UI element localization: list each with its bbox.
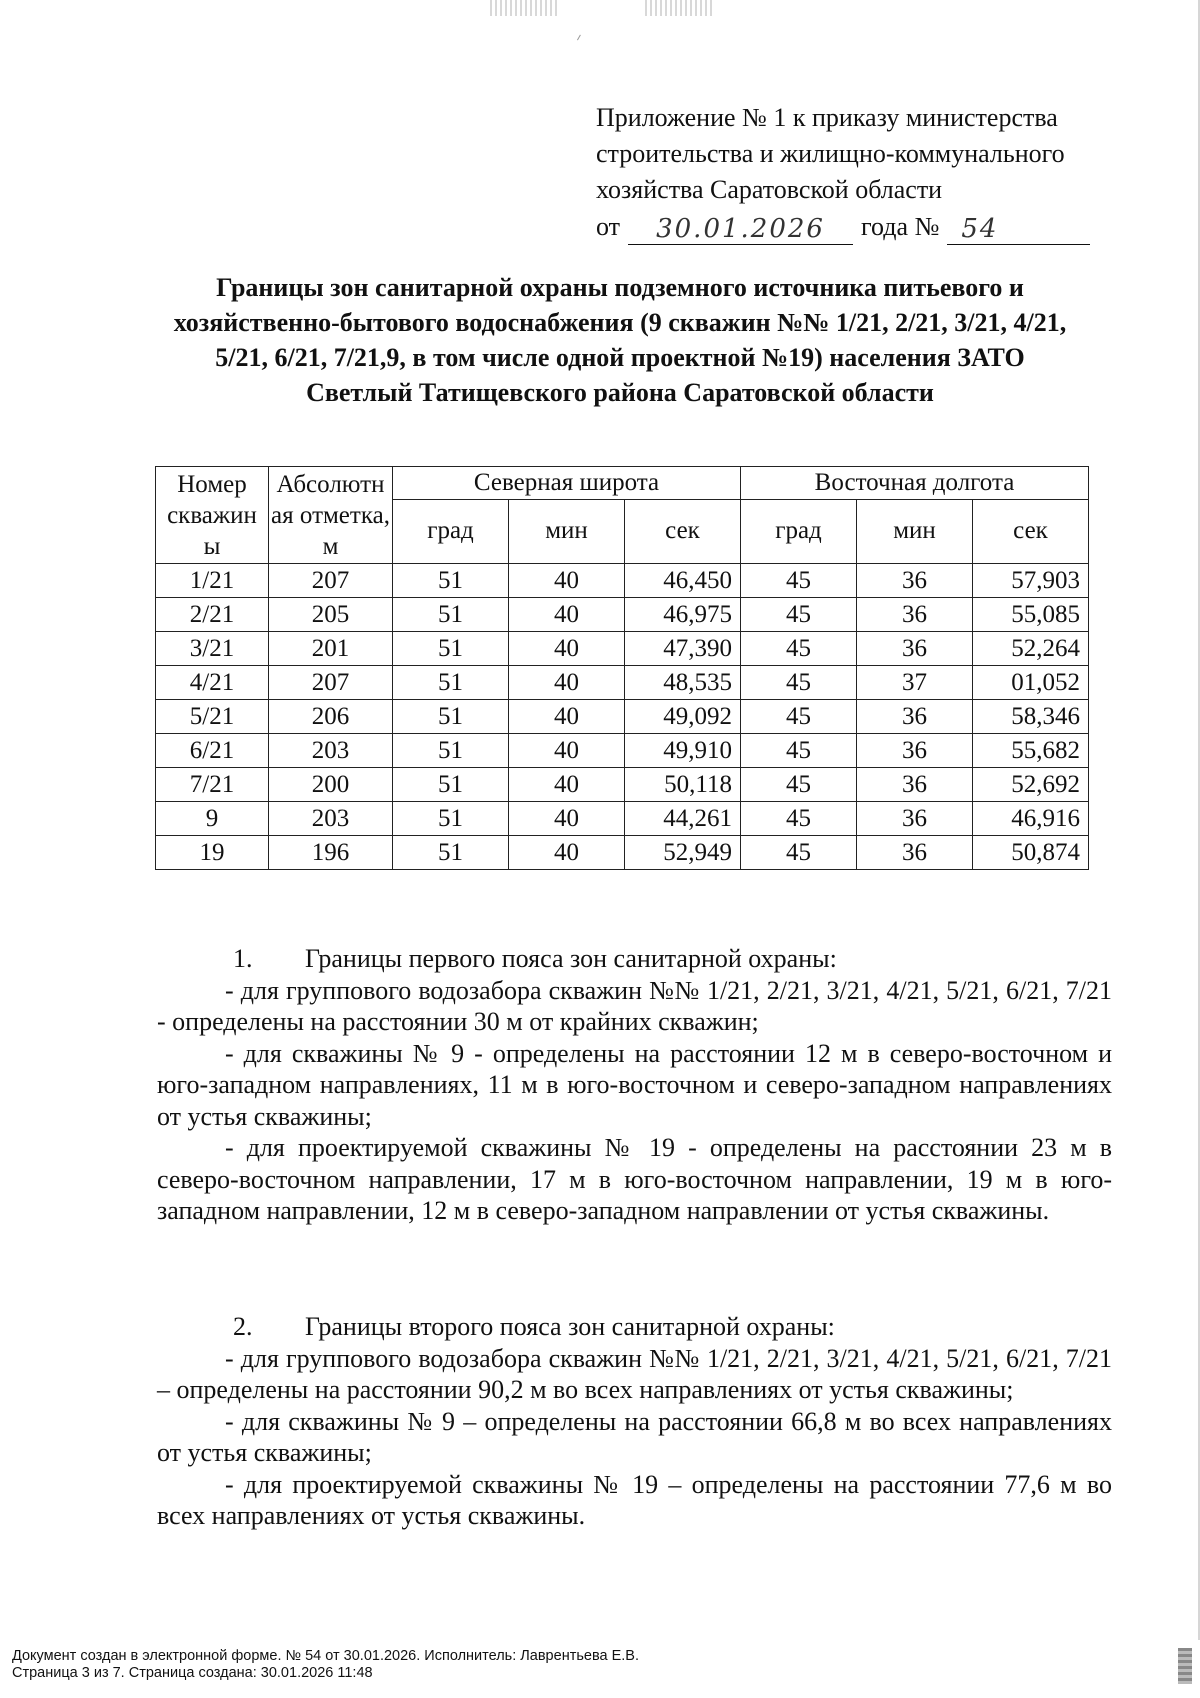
cell-elevation: 205 [269,598,393,632]
footer-line: Страница 3 из 7. Страница создана: 30.01.2026 11:48 [12,1665,373,1681]
cell-lon-min: 36 [857,768,973,802]
section-number: 1. [233,944,253,973]
cell-lon-sec: 55,085 [973,598,1089,632]
paragraph: - для проектируемой скважины № 19 – определены на расстоянии 77,6 м во всех направлениях от устья скважины. [157,1469,1112,1530]
cell-lat-sec: 48,535 [625,666,741,700]
cell-lon-min: 36 [857,700,973,734]
table-row [156,700,1089,734]
cell-elevation: 207 [269,564,393,598]
cell-lat-sec: 46,450 [625,564,741,598]
cell-lon-deg: 45 [741,700,857,734]
cell-lat-deg: 51 [393,734,509,768]
cell-lon-deg: 45 [741,598,857,632]
cell-lat-sec: 50,118 [625,768,741,802]
cell-lon-deg: 45 [741,632,857,666]
cell-lon-min: 36 [857,734,973,768]
section-title: Границы второго пояса зон санитарной охраны: [305,1312,835,1341]
section-title: Границы первого пояса зон санитарной охраны: [305,944,837,973]
handwritten-order-number: 54 [947,214,1090,245]
cell-lat-deg: 51 [393,666,509,700]
cell-lat-min: 40 [509,598,625,632]
header-north-latitude: Северная широта [393,467,741,500]
cell-lon-deg: 45 [741,836,857,870]
cell-elevation: 206 [269,700,393,734]
table-row [156,802,1089,836]
cell-lon-min: 36 [857,802,973,836]
from-label: от [596,212,621,241]
cell-lat-deg: 51 [393,836,509,870]
cell-lat-min: 40 [509,836,625,870]
table-row [156,598,1089,632]
cell-lon-deg: 45 [741,666,857,700]
cell-lat-deg: 51 [393,632,509,666]
header-lon-seconds: сек [973,499,1089,563]
paragraph: - для скважины № 9 - определены на расстоянии 12 м в северо-восточном и юго-западном направлениях, 11 м в юго-восточном и северо-западном направлениях от устья скважины; [157,1038,1112,1131]
header-lon-minutes: мин [857,499,973,563]
cell-lon-deg: 45 [741,802,857,836]
cell-well: 4/21 [156,666,269,700]
section-second-belt [157,1311,1112,1532]
cell-well: 3/21 [156,632,269,666]
cell-lon-sec: 57,903 [973,564,1089,598]
cell-lon-min: 36 [857,564,973,598]
section-number: 2. [233,1312,253,1341]
cell-lon-sec: 46,916 [973,802,1089,836]
year-number-label: года № [861,212,940,241]
cell-lat-sec: 44,261 [625,802,741,836]
cell-lat-min: 40 [509,666,625,700]
cell-lat-min: 40 [509,768,625,802]
approval-line: Приложение № 1 к приказу министерства [596,103,1058,132]
footer-line: Документ создан в электронной форме. № 54 от 30.01.2026. Исполнитель: Лаврентьева Е.В. [12,1648,639,1664]
paragraph: - для группового водозабора скважин №№ 1/21, 2/21, 3/21, 4/21, 5/21, 6/21, 7/21 - определены на расстоянии 30 м от крайних скважин; [157,975,1112,1036]
cell-well: 6/21 [156,734,269,768]
cell-lon-min: 36 [857,836,973,870]
table-row [156,734,1089,768]
header-east-longitude: Восточная долгота [741,467,1089,500]
table-row [156,632,1089,666]
approval-line: строительства и жилищно-коммунального [596,139,1065,168]
electronic-document-footer [12,1648,1112,1682]
table-row [156,768,1089,802]
cell-elevation: 203 [269,734,393,768]
cell-lat-deg: 51 [393,598,509,632]
scan-artifact [490,0,560,16]
cell-lon-deg: 45 [741,768,857,802]
cell-well: 1/21 [156,564,269,598]
cell-lat-min: 40 [509,802,625,836]
cell-lat-min: 40 [509,632,625,666]
cell-lat-deg: 51 [393,768,509,802]
cell-elevation: 207 [269,666,393,700]
cell-lat-sec: 49,092 [625,700,741,734]
cell-lat-min: 40 [509,700,625,734]
cell-elevation: 203 [269,802,393,836]
cell-lat-min: 40 [509,564,625,598]
cell-elevation: 201 [269,632,393,666]
approval-block [596,100,1136,245]
cell-well: 2/21 [156,598,269,632]
header-lat-minutes: мин [509,499,625,563]
cell-elevation: 196 [269,836,393,870]
section-heading [157,943,1112,975]
cell-well: 19 [156,836,269,870]
header-well-number: Номер скважин ы [156,467,269,564]
paragraph: - для скважины № 9 – определены на расстоянии 66,8 м во всех направлениях от устья скважины; [157,1406,1112,1467]
cell-well: 9 [156,802,269,836]
cell-well: 7/21 [156,768,269,802]
document-title: Границы зон санитарной охраны подземного источника питьевого и хозяйственно-бытового водоснабжения (9 скважин №№ 1/21, 2/21, 3/21, 4/21, 5/21, 6/21, 7/21,9, в том числе одной проектной №19) населения ЗАТО Светлый Татищевского района Саратовской области [173,273,1067,407]
coordinates-table [155,466,1089,870]
header-lat-degrees: град [393,499,509,563]
cell-elevation: 200 [269,768,393,802]
cell-lon-deg: 45 [741,734,857,768]
paragraph: - для проектируемой скважины № 19 - определены на расстоянии 23 м в северо-восточном направлении, 17 м в юго-восточном направлении, 19 м в юго-западном направлении, 12 м в северо-западном направлении от устья скважины. [157,1133,1112,1225]
cell-well: 5/21 [156,700,269,734]
cell-lat-sec: 52,949 [625,836,741,870]
cell-lon-sec: 52,264 [973,632,1089,666]
cell-lon-sec: 58,346 [973,700,1089,734]
cell-lat-deg: 51 [393,700,509,734]
cell-lat-deg: 51 [393,802,509,836]
scan-artifact [645,0,715,16]
cell-lon-sec: 50,874 [973,836,1089,870]
paragraph: - для группового водозабора скважин №№ 1/21, 2/21, 3/21, 4/21, 5/21, 6/21, 7/21 – определены на расстоянии 90,2 м во всех направлениях от устья скважины; [157,1343,1112,1404]
header-lon-degrees: град [741,499,857,563]
cell-lon-min: 37 [857,666,973,700]
header-absolute-elevation: Абсолютн ая отметка, м [269,467,393,564]
cell-lon-deg: 45 [741,564,857,598]
order-date-number-row [596,209,1136,245]
cell-lon-sec: 55,682 [973,734,1089,768]
cell-lon-min: 36 [857,598,973,632]
cell-lon-sec: 01,052 [973,666,1089,700]
cell-lon-sec: 52,692 [973,768,1089,802]
approval-line: хозяйства Саратовской области [596,175,943,204]
cell-lat-deg: 51 [393,564,509,598]
handwritten-date: 30.01.2026 [628,214,853,245]
cell-lat-min: 40 [509,734,625,768]
section-heading [157,1311,1112,1343]
table-row [156,666,1089,700]
section-first-belt [157,943,1112,1227]
cell-lat-sec: 46,975 [625,598,741,632]
header-lat-seconds: сек [625,499,741,563]
cell-lat-sec: 47,390 [625,632,741,666]
cell-lon-min: 36 [857,632,973,666]
table-row [156,564,1089,598]
barcode-mark [1178,1648,1192,1684]
cell-lat-sec: 49,910 [625,734,741,768]
table-row [156,836,1089,870]
scan-artifact [577,35,586,44]
